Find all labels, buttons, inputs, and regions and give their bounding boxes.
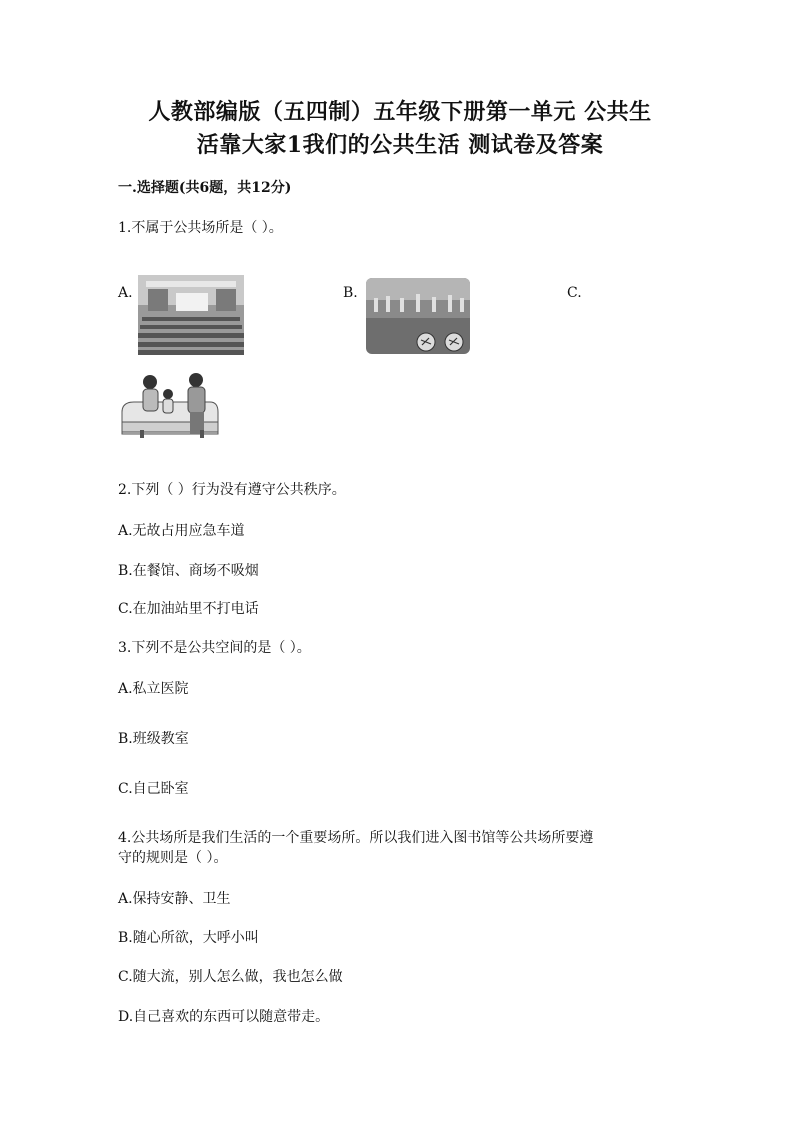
- question-1-stem: 1.不属于公共场所是（ ）。: [118, 220, 283, 236]
- option-3a: A.私立医院: [118, 681, 189, 697]
- option-2a: A.无故占用应急车道: [118, 523, 245, 539]
- question-4-stem-line-2: 守的规则是（ ）。: [118, 850, 228, 866]
- option-4c: C.随大流，别人怎么做，我也怎么做: [118, 969, 343, 985]
- question-3-stem: 3.下列不是公共空间的是（ ）。: [118, 640, 311, 656]
- title-line-1: 人教部编版（五四制）五年级下册第一单元 公共生: [148, 99, 652, 125]
- option-4a: A.保持安静、卫生: [118, 891, 231, 907]
- option-3c: C.自己卧室: [118, 781, 189, 797]
- option-1a-label: A.: [118, 285, 133, 301]
- section-header: 一.选择题(共6题，共12分): [118, 180, 292, 196]
- option-1b-label: B.: [343, 285, 358, 301]
- question-2-stem: 2.下列（ ）行为没有遵守公共秩序。: [118, 482, 346, 498]
- page-title: [100, 96, 700, 162]
- title-line-2: 活靠大家1我们的公共生活 测试卷及答案: [196, 132, 604, 158]
- auditorium-photo: [138, 275, 244, 355]
- option-4d: D.自己喜欢的东西可以随意带走。: [118, 1009, 330, 1025]
- option-2c: C.在加油站里不打电话: [118, 601, 259, 617]
- option-4b: B.随心所欲，大呼小叫: [118, 930, 259, 946]
- option-3b: B.班级教室: [118, 731, 189, 747]
- question-4-stem: [118, 828, 688, 868]
- family-sofa-illustration: [120, 372, 220, 440]
- football-field-photo: [366, 278, 470, 354]
- question-4-stem-line-1: 4.公共场所是我们生活的一个重要场所。所以我们进入图书馆等公共场所要遵: [118, 830, 594, 846]
- option-1c-label: C.: [567, 285, 582, 301]
- option-2b: B.在餐馆、商场不吸烟: [118, 563, 259, 579]
